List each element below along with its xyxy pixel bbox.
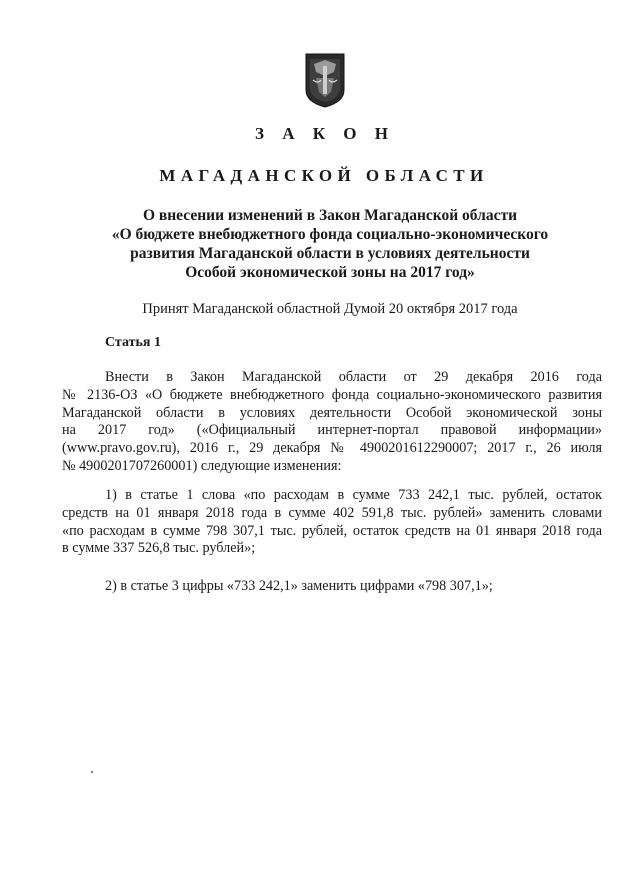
text-line: 1) в статье 1 слова «по расходам в сумме 733 242,1 тыс. рублей, остаток <box>105 487 602 503</box>
coat-of-arms-emblem <box>304 50 346 108</box>
law-title: З А К О Н <box>254 124 396 143</box>
text-line: № 4900201707260001) следующие изменения: <box>62 457 342 474</box>
text-line: Внести в Закон Магаданской области от 29 декабря 2016 года <box>105 369 602 385</box>
subject-line: развития Магаданской области в условиях деятельности <box>130 245 530 262</box>
region-title: МАГАДАНСКОЙ ОБЛАСТИ <box>159 166 489 185</box>
text-line: Магаданской области в условиях деятельности Особой экономической зоны <box>62 404 602 421</box>
text-line: в сумме 337 526,8 тыс. рублей»; <box>62 540 256 557</box>
text-line: «по расходам в сумме 798 307,1 тыс. рублей, остаток средств на 01 января 2018 года <box>62 522 602 539</box>
paragraph-amendment-1 <box>62 487 602 558</box>
subject-line: Особой экономической зоны на 2017 год» <box>185 264 475 281</box>
text-line: 2) в статье 3 цифры «733 242,1» заменить цифрами «798 307,1»; <box>105 578 493 594</box>
text-line: (www.pravo.gov.ru), 2016 г., 29 декабря № 4900201612290007; 2017 г., 26 июля <box>62 440 602 457</box>
article-heading: Статья 1 <box>105 335 161 350</box>
text-line: на 2017 год» («Официальный интернет-портал правовой информации» <box>62 422 602 439</box>
paragraph-amendment-2 <box>62 578 602 596</box>
subject-line: О внесении изменений в Закон Магаданской области <box>142 207 518 224</box>
text-line: № 2136-ОЗ «О бюджете внебюджетного фонда социально-экономического развития <box>62 386 602 403</box>
scan-speck <box>91 771 93 773</box>
adoption-note: Принят Магаданской областной Думой 20 октября 2017 года <box>142 301 518 317</box>
law-subject <box>60 206 600 282</box>
subject-line: «О бюджете внебюджетного фонда социально-экономического <box>111 226 549 243</box>
text-line: средств на 01 января 2018 года в сумме 402 591,8 тыс. рублей» заменить словами <box>62 504 602 521</box>
paragraph-introduction <box>62 369 602 476</box>
